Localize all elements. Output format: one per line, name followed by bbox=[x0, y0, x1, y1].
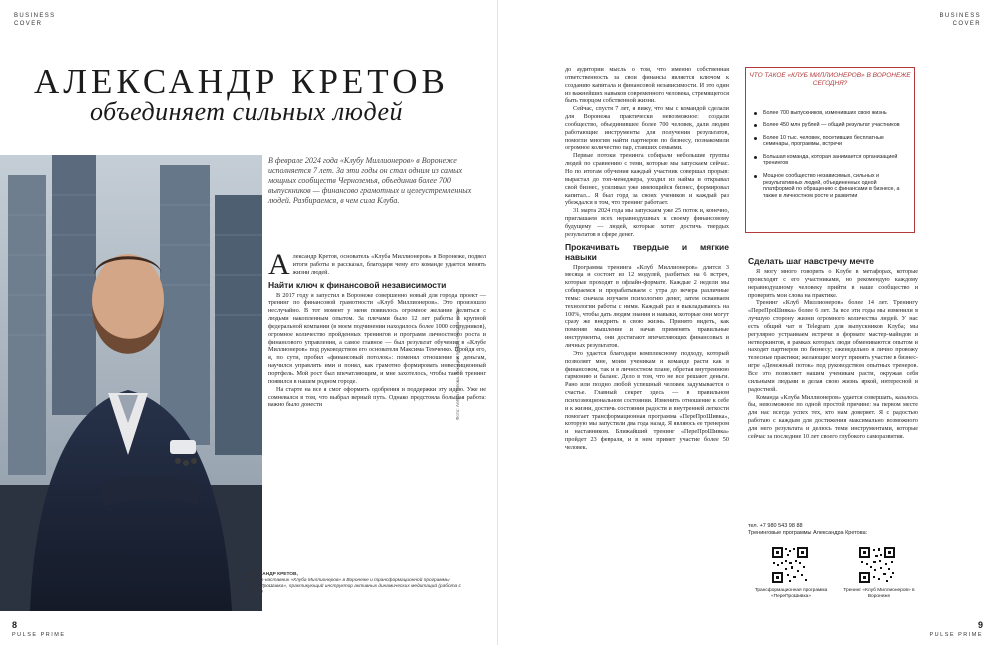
portrait-photo bbox=[0, 155, 262, 611]
section-label-line: BUSINESS bbox=[14, 13, 56, 19]
page-gutter bbox=[497, 0, 498, 645]
info-box-item: Более 700 выпускников, изменивших свою жизнь bbox=[754, 110, 904, 117]
phone-number: тел. +7 980 543 98 88 bbox=[748, 523, 803, 529]
section-label-line: BUSINESS bbox=[939, 13, 981, 19]
qr-label: Тренинг «Клуб Миллионеров» в Воронеже bbox=[843, 588, 915, 599]
paragraph: до аудитории мысль о том, что именно собственная ответственность за свои финансы является ключом к созданию капитала и финансовой независимости. И это один из важнейших навыков современного человека, стремящегося быть творцом собственной жизни. bbox=[565, 66, 729, 105]
qr-pattern bbox=[771, 546, 809, 584]
info-box-item: Более 10 тыс. человек, посетивших бесплатные семинары, программы, встречи bbox=[754, 135, 904, 149]
column-1 bbox=[268, 248, 486, 409]
photo-credit: Фото: Алёна Попова. Локация: ММДЦ «Москва-Сити» bbox=[455, 307, 460, 420]
paragraph: Тренинг «Клуб Миллионеров» более 14 лет. Тренингу «ПереПроШивка» более 6 лет. За все эти годы мы изменили в лучшую сторону жизни огромного количества людей. У нас есть общий чат в Telegram для выпускников Клуба; мы регулярно устраиваем встречи в формате мастер-майндов и нетворкингов, в рамках которых люди обмениваются опытом и находят партнеров по бизнесу; еженедельно я лично провожу телесные практики; желающие могут принять участие в бизнес-игре «Денежный поток» под руководством опытных тренеров. Все это позволяет нашим ученикам расти, окружая себя сильными людьми и делая свою жизнь яркой, интересной и радостной. bbox=[748, 299, 918, 393]
info-box-item: Мощное сообщество независимых, сильных и результативных людей, объединенных одной платформой по обращению с финансами в бизнесе, а также в личностном росте и развитии bbox=[754, 173, 904, 200]
column-3 bbox=[748, 253, 918, 441]
article-subtitle: объединяет сильных людей bbox=[90, 97, 404, 126]
paragraph: В 2017 году я запустил в Воронеже совершенно новый для города проект — тренинг по финансовой грамотности «Клуб Миллионеров». Это произошло неслучайно. В тот момент у меня появилось огромное желание делиться с людьми накопленным опытом. За плечами было 12 лет работы в крупной федеральной компании (в моем подчинении находилось более 1000 сотрудников), огромное количество пройденных тренингов и программ личностного роста и финансового управления, а самое главное — был результат обучения в «Клубе Миллионеров» под руководством его основателя Максима Темченко. Пройдя его, я, по сути, пробил «финансовый потолок»: поменял отношение к деньгам, научился управлять ими и понял, как грамотно формировать инвестиционный портфель. Мой рост был впечатляющим, и мне захотелось, чтобы такой тренинг появился в нашем родном городе. bbox=[268, 291, 486, 385]
info-box-title: ЧТО ТАКОЕ «КЛУБ МИЛЛИОНЕРОВ» В ВОРОНЕЖЕ СЕГОДНЯ? bbox=[749, 72, 911, 87]
qr-code-icon[interactable] bbox=[858, 546, 896, 584]
article-lead: В феврале 2024 года «Клубу Миллионеров» в Воронеже исполняется 7 лет. За эти годы он стал одним из самых мощных сообществ Черноземья, объединив более 700 выпускников — финансово грамотных и целеустремленных людей. Разбираемся, в чем сила Клуба. bbox=[268, 156, 472, 205]
contacts-block bbox=[748, 523, 938, 537]
subheading: Найти ключ к финансовой независимости bbox=[268, 279, 447, 290]
lead-paragraph bbox=[268, 248, 486, 281]
photo-caption bbox=[246, 572, 476, 596]
info-box-item: Более 450 млн рублей — общий результат участников bbox=[754, 122, 904, 129]
programs-label: Тренинговые программы Александра Кретова: bbox=[748, 530, 868, 536]
qr-label: Трансформационная программа «ПереПроШивка» bbox=[754, 588, 828, 599]
column-2 bbox=[565, 66, 729, 452]
section-label-right bbox=[939, 12, 981, 28]
qr-pattern bbox=[858, 546, 896, 584]
magazine-name-left: PULSE PRIME bbox=[12, 632, 66, 638]
page-number-right: 9 bbox=[977, 620, 983, 630]
page-number-left: 8 bbox=[12, 620, 18, 630]
paragraph: Я могу много говорить о Клубе в метафорах, которые происходят с его участниками, но рекомендую каждому неравнодушному человеку прийти в наше сообщество и проверить мои слова на практике. bbox=[748, 268, 918, 299]
section-label-line: COVER bbox=[14, 21, 43, 27]
section-label-line: COVER bbox=[952, 21, 981, 27]
qr-code-icon[interactable] bbox=[771, 546, 809, 584]
paragraph: Сейчас, спустя 7 лет, я вижу, что мы с командой сделали для Воронежа практически невозможное: создали сообщество, объединившее более 700 человек, дали людям работающие инструменты для получения результатов, помогли многим найти партнеров по бизнесу, познакомили огромное количество пар, ставших семьями. bbox=[565, 105, 729, 152]
subheading: Прокачивать твердые и мягкие навыки bbox=[565, 241, 729, 262]
caption-name: АЛЕКСАНДР КРЕТОВ, bbox=[246, 572, 298, 577]
article-title: АЛЕКСАНДР КРЕТОВ bbox=[34, 62, 449, 101]
info-box-item: Большая команда, которая занимается организацией тренингов bbox=[754, 154, 904, 168]
info-box bbox=[745, 67, 915, 233]
info-box-list bbox=[754, 110, 904, 205]
paragraph: Программа тренинга «Клуб Миллионеров» длится 3 месяца и состоит из 12 модулей, разбитых на 6 встреч, которые проходят в офлайн-формате. Каждые 2 недели мы собираемся и прорабатываем с утра до вечера различные темы: сначала изучаем психологию денег, затем осваиваем технологии работы с ними. Каждый раз я выкладываюсь на 100%, чтобы дать людям знания и навыки, которые они могут сразу же внедрить в свою жизнь. Принято видеть, как поменяв мышление и начав применять правильные инструменты, они достигают впечатляющих финансовых и личных результатов. bbox=[565, 263, 729, 349]
lead-text: лександр Кретов, основатель «Клуба Миллионеров» в Воронеже, подвел итоги работы и рассказал, благодаря чему его команде удается менять жизни людей. bbox=[292, 253, 486, 276]
drop-cap: А bbox=[268, 248, 290, 281]
subheading: Сделать шаг навстречу мечте bbox=[748, 256, 874, 266]
paragraph: На старте на все я смог оформить одобрения и поддержки эту идею. Уже не сомневался в том, что выбрал верный путь. Однако предстояла большая работа: важно было донести bbox=[268, 385, 486, 409]
caption-text: тренер-наставник «Клуба Миллионеров» в Воронеже и трансформационной программы «ПереПроШивка», практикующий инструктор активных динамических медитаций (работа с телом) bbox=[246, 578, 461, 595]
paragraph: Команда «Клуба Миллионеров» удается совершать, казалось бы, невозможное по одной простой причине: на первом месте для нас всегда успех тех, кто нам доверяет. Я с радостью работаю с каждым для достижения максимально возможного для него результата и делюсь теми инструментами, которые сейчас за последние 10 лет своего глубокого саморазвития. bbox=[748, 393, 918, 440]
section-label-left bbox=[14, 12, 56, 28]
paragraph: Первые потоки тренинга собирали небольшие группы людей по сравнению с теми, которые мы запускаем сейчас. Но по итогам обучения каждый участник совершал прорыв: вырастал до топ-менеджера, уходил из найма и открывал свой бизнес, усиливал уже имеющийся бизнес, формировал капитал... Я был горд за своих учеников и каждый раз убеждался в том, что тренинг работает. bbox=[565, 152, 729, 207]
paragraph: Это удается благодаря комплексному подходу, который позволяет мне, моим ученикам и команде расти как в финансовом, так и в личностном плане, обретая внутреннюю гармонию и баланс. Дело в том, что не все решают деньги. Рано или поздно любой успешный человек задумывается о счастье. Главный секрет здесь — в правильном психоэмоциональном состоянии. Изменить отношение к себе и к жизни, достичь состояния радости и внутренней легкости помогает трансформационная программа «ПереПроШивка», которую мы запустили два года назад. Я являюсь ее тренером и наставником. Ближайший тренинг «ПереПроШивка» пройдет 23 февраля, и в нем примет участие более 50 человек. bbox=[565, 349, 729, 451]
portrait-illustration bbox=[0, 155, 262, 611]
paragraph: 31 марта 2024 года мы запускаем уже 25 поток и, конечно, приглашаем всех неравнодушных к своему финансовому будущему — людей, которые хотят достичь твердых результатов в сфере денег. bbox=[565, 207, 729, 238]
magazine-name-right: PULSE PRIME bbox=[929, 632, 983, 638]
